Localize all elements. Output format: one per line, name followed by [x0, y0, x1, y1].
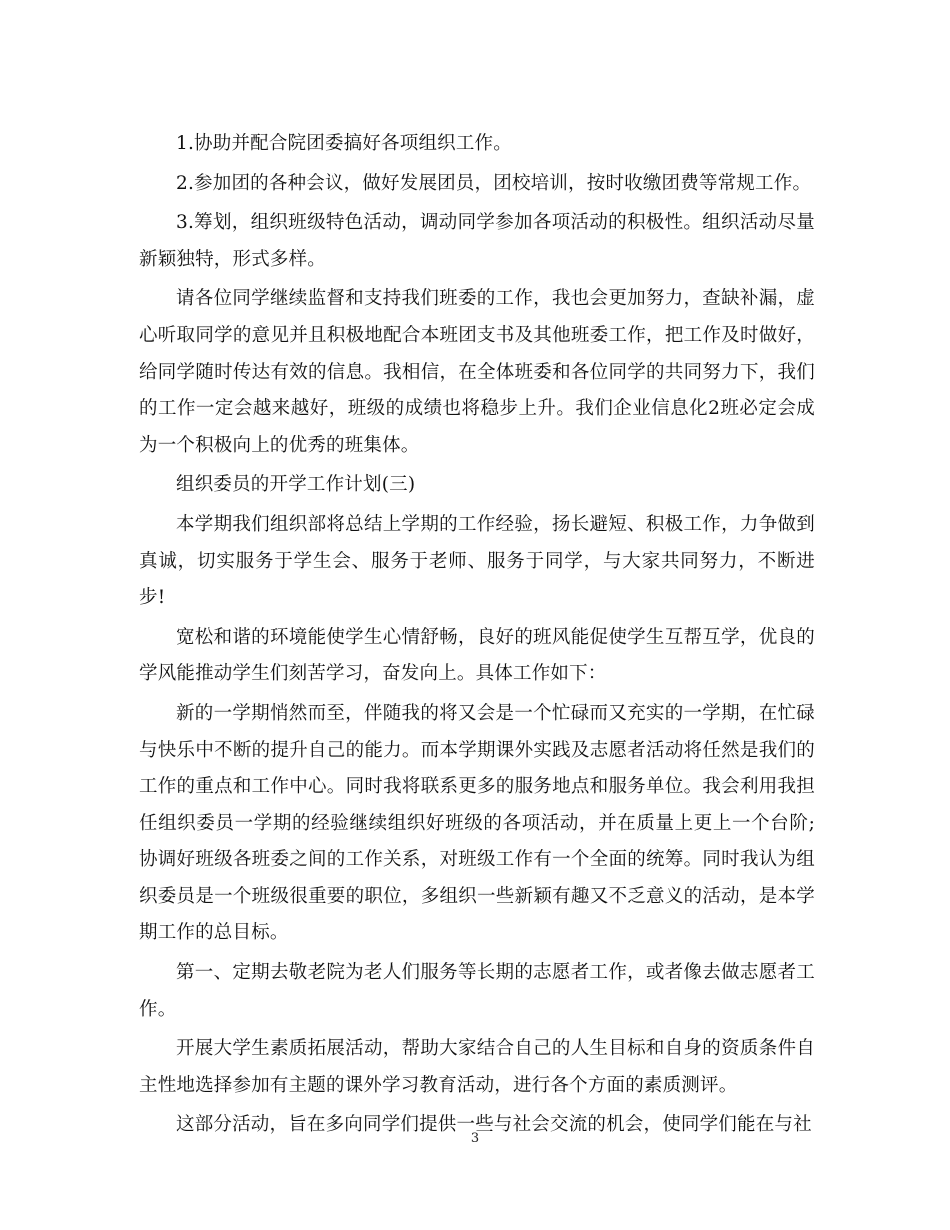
paragraph-quality-activities: 开展大学生素质拓展活动，帮助大家结合自己的人生目标和自身的资质条件自主性地选择参加有主题的课外学习教育活动，进行各个方面的素质测评。	[139, 1038, 815, 1096]
paragraph-new-semester: 新的一学期悄然而至，伴随我的将又会是一个忙碌而又充实的一学期，在忙碌与快乐中不断的提升自己的能力。而本学期课外实践及志愿者活动将任然是我们的工作的重点和工作中心。同时我将联系更多的服务地点和服务单位。我会利用我担任组织委员一学期的经验继续组织好班级的各项活动，并在质量上更上一个台阶;协调好班级各班委之间的工作关系，对班级工作有一个全面的统筹。同时我认为组织委员是一个班级很重要的职位，多组织一些新颖有趣又不乏意义的活动，是本学期工作的总目标。	[139, 702, 815, 944]
paragraph-semester-goal: 本学期我们组织部将总结上学期的工作经验，扬长避短、积极工作，力争做到真诚，切实服务于学生会、服务于老师、服务于同学，与大家共同努力，不断进步!	[139, 513, 815, 609]
page-number: 3	[470, 1131, 480, 1146]
paragraph-request: 请各位同学继续监督和支持我们班委的工作，我也会更加努力，查缺补漏，虚心听取同学的意见并且积极地配合本班团支书及其他班委工作，把工作及时做好，给同学随时传达有效的信息。我相信，在全体班委和各位同学的共同努力下，我们的工作一定会越来越好，班级的成绩也将稳步上升。我们企业信息化2班必定会成为一个积极向上的优秀的班集体。	[139, 288, 815, 456]
paragraph-task-3: 3.筹划，组织班级特色活动，调动同学参加各项活动的积极性。组织活动尽量新颖独特，形式多样。	[139, 212, 815, 270]
paragraph-task-1: 1.协助并配合院团委搞好各项组织工作。	[176, 133, 512, 154]
paragraph-environment: 宽松和谐的环境能使学生心情舒畅，良好的班风能促使学生互帮互学，优良的学风能推动学生们刻苦学习，奋发向上。具体工作如下：	[139, 626, 815, 685]
paragraph-task-2: 2.参加团的各种会议，做好发展团员，团校培训，按时收缴团费等常规工作。	[176, 172, 812, 194]
document-body	[139, 126, 815, 1147]
section-heading: 组织委员的开学工作计划(三)	[176, 474, 416, 496]
paragraph-social-activities: 这部分活动，旨在多向同学们提供一些与社会交流的机会，使同学们能在与社	[176, 1114, 812, 1136]
paragraph-first-item: 第一、定期去敬老院为老人们服务等长期的志愿者工作，或者像去做志愿者工作。	[139, 962, 815, 1020]
